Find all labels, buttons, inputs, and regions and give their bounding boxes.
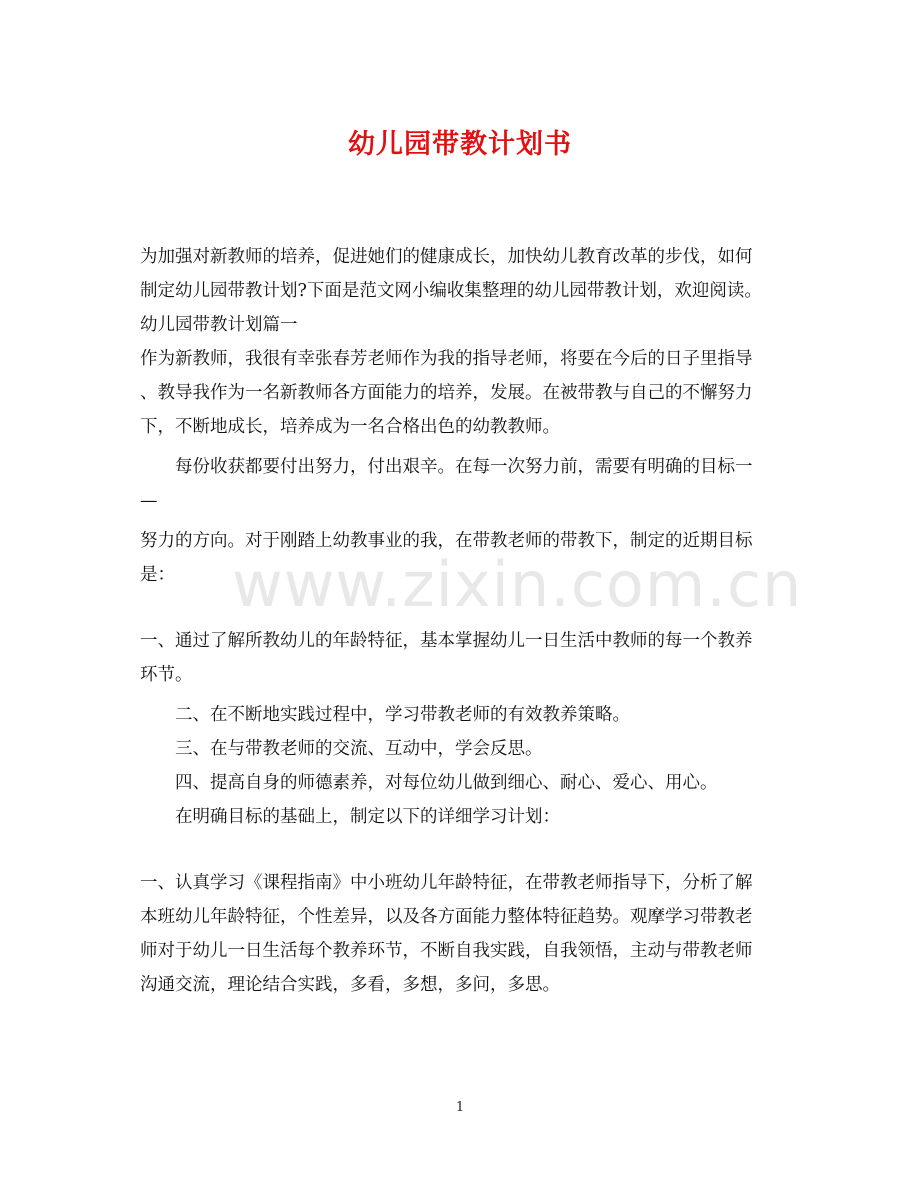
paragraph-line: —: [140, 491, 158, 511]
section-heading: 幼儿园带教计划篇一: [140, 315, 298, 335]
paragraph-line: 下，不断地成长，培养成为一名合格出色的幼教教师。: [140, 417, 560, 437]
watermark: www.zixin.com.cn: [232, 548, 803, 621]
document-body: [140, 240, 780, 1002]
page-number: 1: [455, 1100, 465, 1115]
paragraph-line: 每份收获都要付出努力，付出艰辛。在每一次努力前，需要有明确的目标一: [175, 457, 753, 477]
paragraph-line: 制定幼儿园带教计划?下面是范文网小编收集整理的幼儿园带教计划，欢迎阅读。: [140, 281, 762, 301]
list-item: 三、在与带教老师的交流、互动中，学会反思。: [175, 739, 543, 759]
paragraph-line: 沟通交流，理论结合实践，多看，多想，多问，多思。: [140, 975, 560, 995]
list-item: 一、认真学习《课程指南》中小班幼儿年龄特征，在带教老师指导下，分析了解: [140, 873, 753, 893]
paragraph-line: 是：: [140, 565, 175, 585]
list-item: 环节。: [140, 665, 193, 685]
paragraph-line: 在明确目标的基础上，制定以下的详细学习计划：: [175, 807, 560, 827]
list-item: 二、在不断地实践过程中，学习带教老师的有效教养策略。: [175, 705, 630, 725]
paragraph-line: 本班幼儿年龄特征，个性差异，以及各方面能力整体特征趋势。观摩学习带教老: [140, 907, 753, 927]
paragraph-line: 师对于幼儿一日生活每个教养环节，不断自我实践，自我领悟，主动与带教老师: [140, 941, 753, 961]
paragraph-line: 、教导我作为一名新教师各方面能力的培养，发展。在被带教与自己的不懈努力: [140, 383, 753, 403]
paragraph-line: 作为新教师，我很有幸张春芳老师作为我的指导老师，将要在今后的日子里指导: [140, 349, 753, 369]
list-item: 四、提高自身的师德素养，对每位幼儿做到细心、耐心、爱心、用心。: [175, 773, 718, 793]
document-title: 幼儿园带教计划书: [348, 129, 572, 160]
list-item: 一、通过了解所教幼儿的年龄特征，基本掌握幼儿一日生活中教师的每一个教养: [140, 631, 753, 651]
paragraph-line: 为加强对新教师的培养，促进她们的健康成长，加快幼儿教育改革的步伐，如何: [140, 247, 753, 267]
paragraph-line: 努力的方向。对于刚踏上幼教事业的我，在带教老师的带教下，制定的近期目标: [140, 531, 753, 551]
